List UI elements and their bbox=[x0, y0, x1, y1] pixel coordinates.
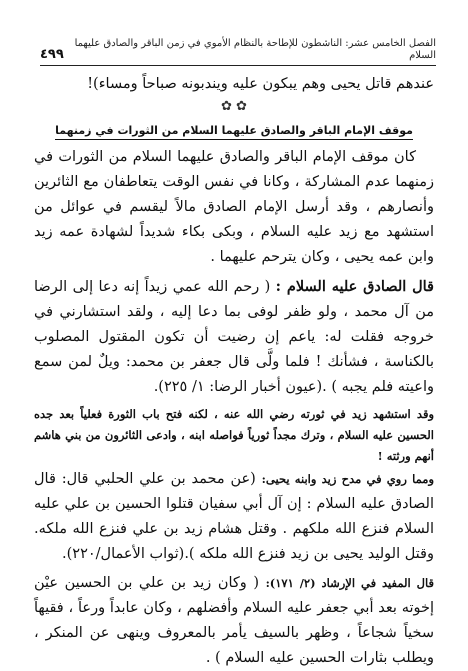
page-body bbox=[34, 72, 434, 671]
page-header bbox=[40, 38, 436, 66]
section-heading-text: موقف الإمام الباقر والصادق عليهما السلام من الثورات في زمنهما bbox=[55, 124, 413, 140]
page-number: ٤٩٩ bbox=[40, 47, 64, 62]
paragraph-2-text: ( رحم الله عمي زيداً إنه دعا إلى الرضا من آل محمد ، ولو ظفر لوفى بما دعا إليه ، ولقد استشارني في خروجه فقلت له: ياعم إن رضيت أن تكون المقتول المصلوب بالكناسة ، فشأنك ! فلما ولَّى قال جعفر بن محمد: ويلٌ لمن سمع واعيته فلم يجبه ) .(عيون أخبار الرضا: ١/ ٢٢٥). bbox=[34, 279, 434, 395]
paragraph-1: كان موقف الإمام الباقر والصادق عليهما السلام من الثورات في زمنهما عدم المشاركة ، وكانا في نفس الوقت يتعاطفان مع الثائرين وأنصارهم ، وقد أرسل الإمام الصادق مالاً ليقسم في عوائل من استشهد مع زيد عليه السلام ، وبكى بكاء شديداً لشهادة عمه زيد وابن عمه يحيى ، وكان يترحم عليهما . bbox=[34, 149, 434, 265]
ornament-divider: ✿ ✿ bbox=[221, 99, 247, 114]
running-title: الفصل الخامس عشر: الناشطون للإطاحة بالنظام الأموي في زمن الباقر والصادق عليهما السلام bbox=[74, 38, 436, 61]
paragraph-5-text: ( وكان زيد بن علي بن الحسين عيْن إخوته بعد أبي جعفر عليه السلام وأفضلهم ، وكان عابداً ورعاً ، فقيهاً سخياً شجاعاً ، وظهر بالسيف يأمر بالمعروف وينهى عن المنكر ، ويطلب بثارات الحسين عليه السلام ) . bbox=[34, 575, 434, 666]
continued-line: عندهم قاتل يحيى وهم يبكون عليه ويندبونه صباحاً ومساء)! bbox=[87, 76, 434, 92]
paragraph-4 bbox=[34, 467, 434, 567]
paragraph-5 bbox=[34, 571, 434, 671]
paragraph-4-text: (عن محمد بن علي الحلبي قال: قال الصادق عليه السلام : إن آل أبي سفيان قتلوا الحسين بن علي عليه السلام فنزع الله ملكهم . وقتل هشام زيد بن علي فنزع الله ملكه. وقتل الوليد يحيى بن زيد فنزع الله ملكه ).(ثواب الأعمال/٢٢٠). bbox=[34, 471, 434, 562]
section-heading bbox=[34, 123, 434, 139]
paragraph-2 bbox=[34, 274, 434, 400]
paragraph-3: وقد استشهد زيد في ثورته رضي الله عنه ، لكنه فتح باب الثورة فعلياً بعد جده الحسين عليه السلام ، وترك مجداً ثورياً فواصله ابنه ، وادعى الثائرون من بني هاشم أنهم ورثته ! bbox=[34, 407, 434, 463]
paragraph-4-label: ومما روي في مدح زيد وابنه يحيى: bbox=[261, 472, 435, 486]
paragraph-2-label: قال الصادق عليه السلام : bbox=[275, 278, 434, 295]
paragraph-5-label: قال المفيد في الإرشاد (٢/ ١٧١): bbox=[265, 576, 434, 590]
